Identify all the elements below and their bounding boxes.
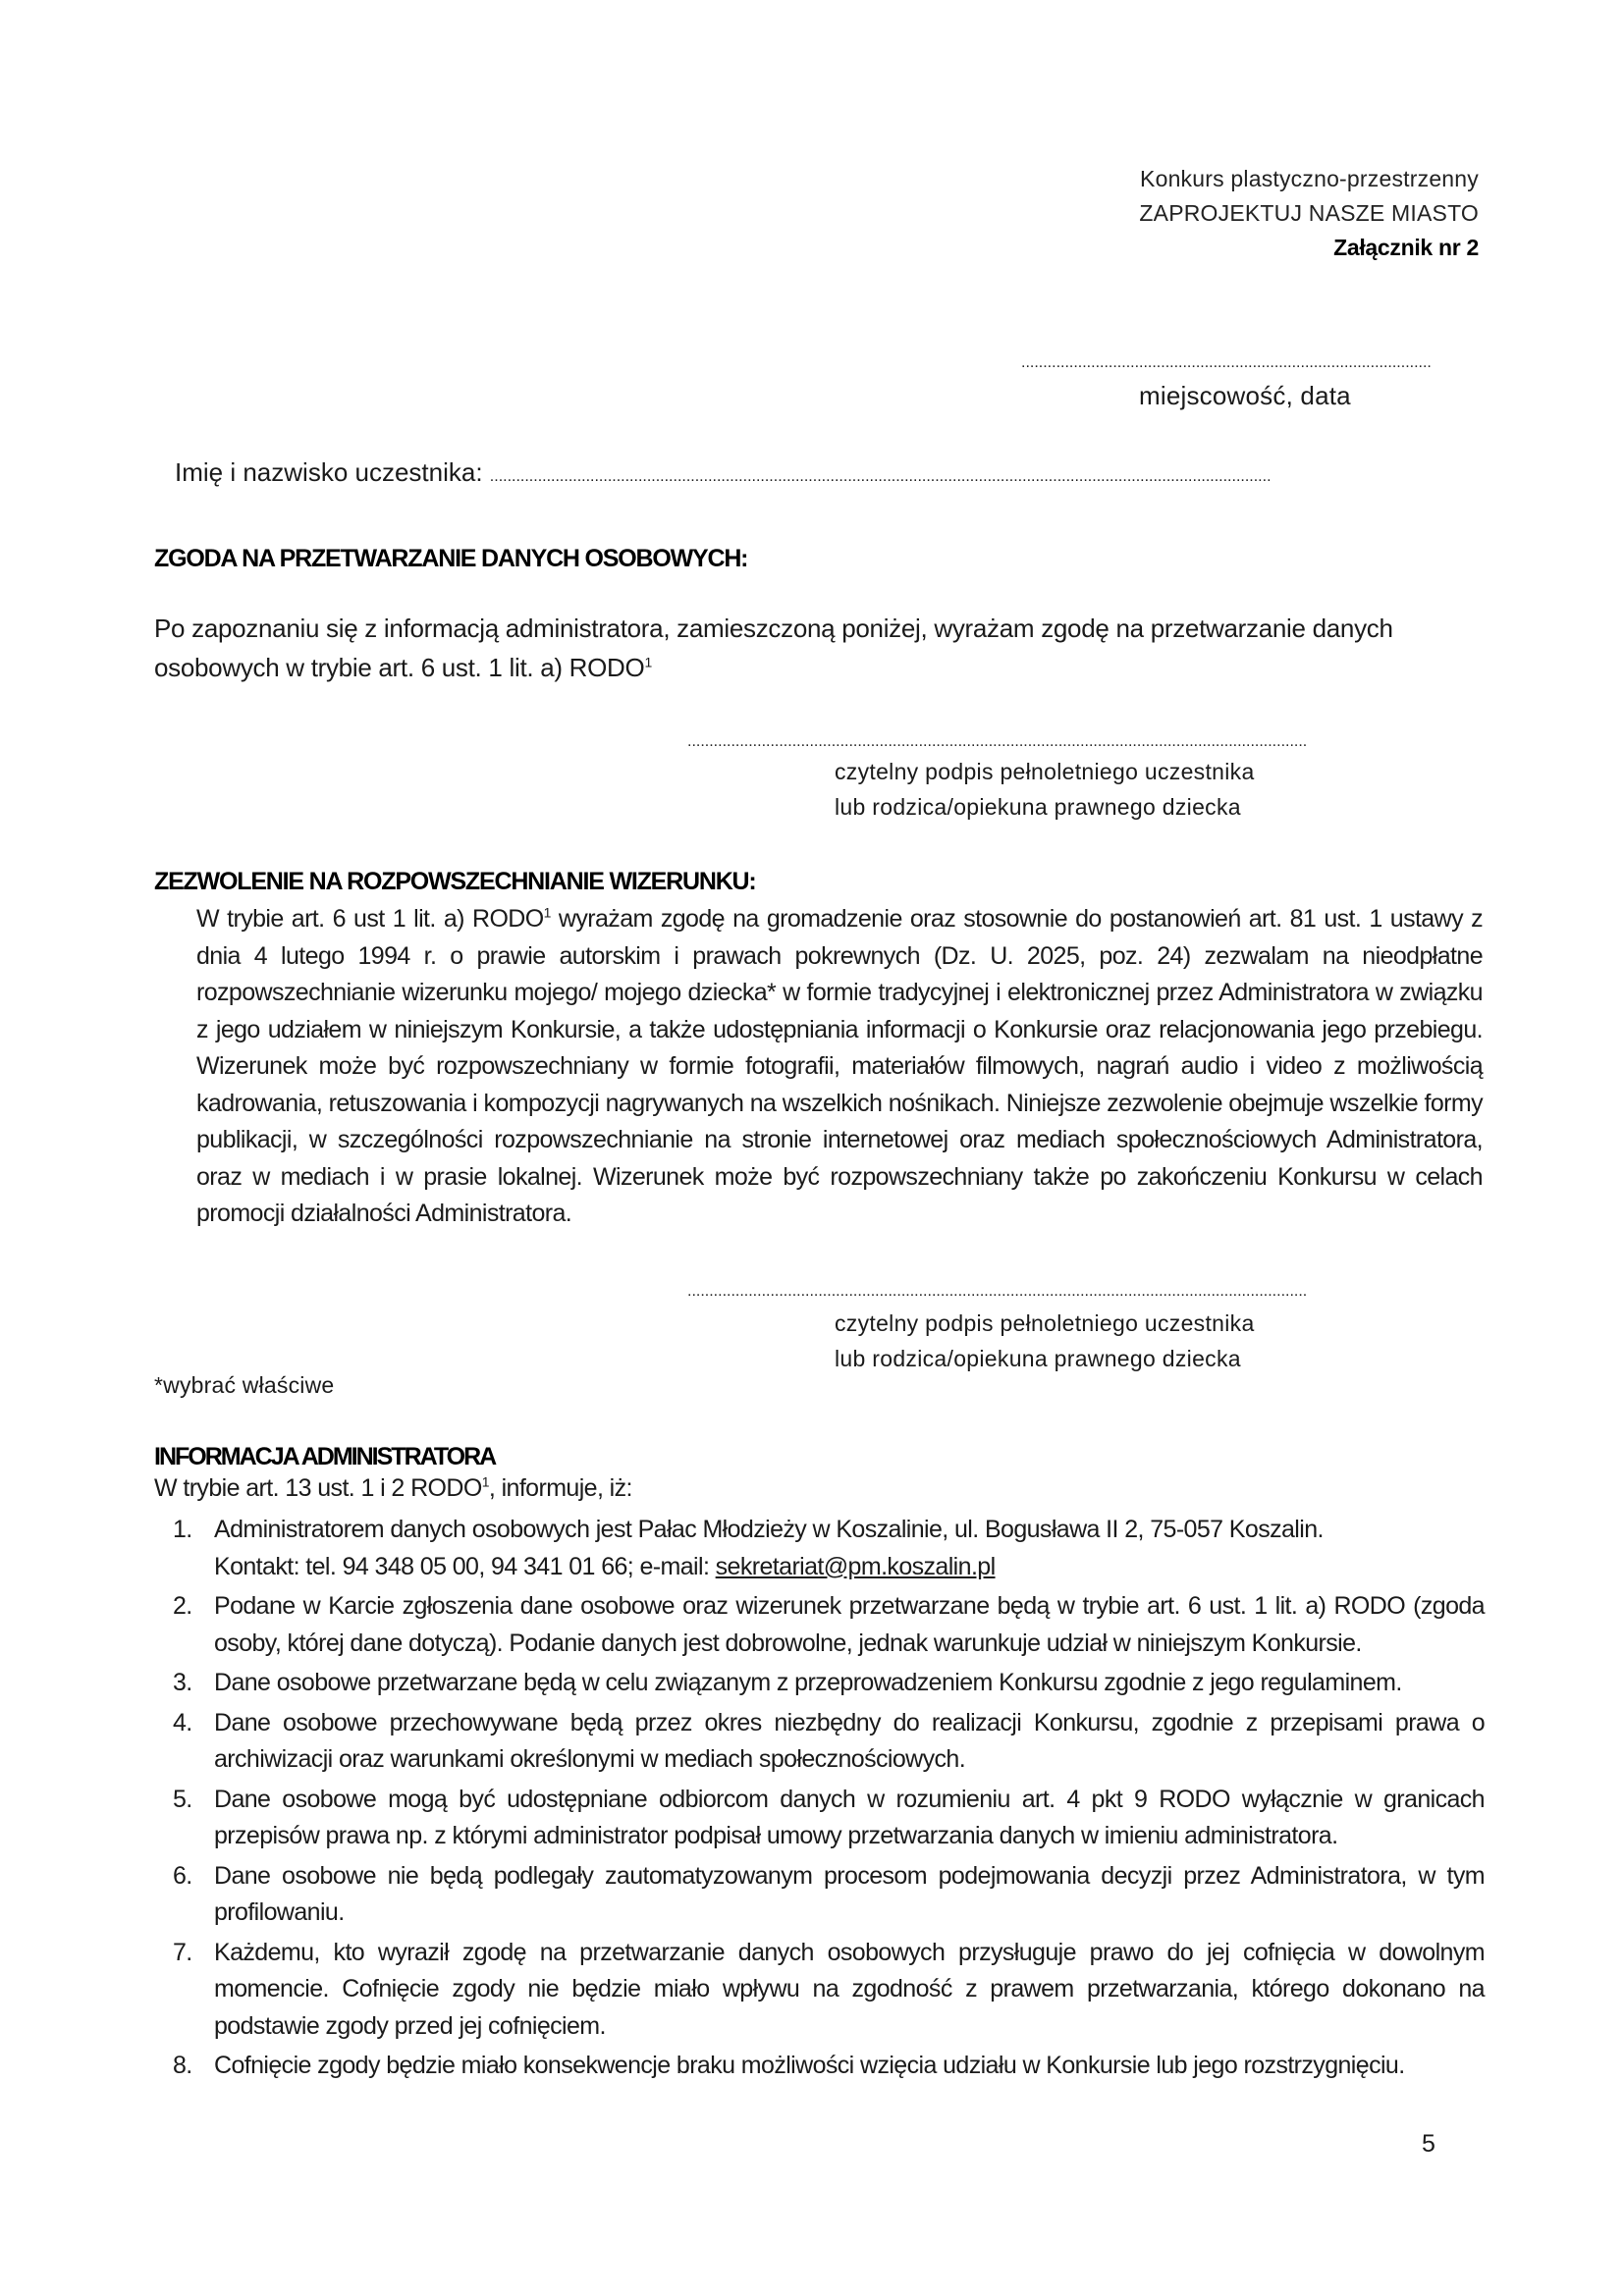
- list-item: 7. Każdemu, kto wyraził zgodę na przetwarzanie danych osobowych przysługuje prawo do jej cofnięcia w dowolnym momencie. Cofnięcie zgody nie będzie miało wpływu na zgodność z prawem przetwarzania, którego dokonano na podstawie zgody przed jej cofnięciem.: [173, 1938, 1485, 2040]
- list-item: 8. Cofnięcie zgody będzie miało konsekwencje braku możliwości wzięcia udziału w Konkursie lub jego rozstrzygnięciu.: [173, 2052, 1405, 2079]
- footnote-ref: 1: [543, 904, 551, 921]
- page-number: 5: [1422, 2130, 1435, 2158]
- list-item: 5. Dane osobowe mogą być udostępniane odbiorcom danych w rozumieniu art. 4 pkt 9 RODO wyłącznie w granicach przepisów prawa np. z którymi administrator podpisał umowy przetwarzania danych w imieniu administratora.: [173, 1785, 1485, 1849]
- attachment-label: Załącznik nr 2: [1333, 235, 1479, 260]
- image-signature-label: czytelny podpis pełnoletniego uczestnika lub rodzica/opiekuna prawnego dziecka: [835, 1310, 1255, 1371]
- admin-info-heading: INFORMACJA ADMINISTRATORA: [154, 1443, 496, 1470]
- list-item: 3. Dane osobowe przetwarzane będą w celu związanym z przeprowadzeniem Konkursu zgodnie z jego regulaminem.: [173, 1669, 1402, 1696]
- list-item: 4. Dane osobowe przechowywane będą przez okres niezbędny do realizacji Konkursu, zgodnie z przepisami prawa o archiwizacji oraz warunkami określonymi w mediach społecznościowych.: [173, 1708, 1485, 1773]
- participant-name-row: [175, 457, 1272, 488]
- consent-signature-field[interactable]: ..............................................................................................................................................: [687, 734, 1308, 750]
- email-link[interactable]: sekretariat@pm.koszalin.pl: [715, 1552, 996, 1580]
- list-item: 6. Dane osobowe nie będą podlegały zautomatyzowanym procesom podejmowania decyzji przez Administratora, w tym profilowaniu.: [173, 1861, 1485, 1926]
- footnote-ref: 1: [481, 1473, 489, 1490]
- footnote-ref: 1: [644, 654, 652, 670]
- participant-name-label: Imię i nazwisko uczestnika:: [175, 457, 490, 487]
- contest-type: Konkurs plastyczno-przestrzenny: [1140, 166, 1479, 191]
- place-date-label: miejscowość, data: [1139, 381, 1351, 410]
- image-permission-heading: ZEZWOLENIE NA ROZPOWSZECHNIANIE WIZERUNKU:: [154, 868, 756, 895]
- consent-signature-label: czytelny podpis pełnoletniego uczestnika lub rodzica/opiekuna prawnego dziecka: [835, 759, 1255, 820]
- image-permission-text: W trybie art. 6 ust 1 lit. a) RODO$^1$ wyrażam zgodę na gromadzenie oraz stosownie do postanowień art. 81 ust. 1 ustawy z dnia 4 lutego 1994 r. o prawie autorskim i prawach pokrewnych (Dz. U. 2025, poz. 24) zezwalam na nieodpłatne rozpowszechnianie wizerunku mojego/ mojego dziecka* w formie tradycyjnej i elektronicznej przez Administratora w związku z jego udziałem w niniejszym Konkursie, a także udostępniania informacji o Konkursie oraz relacjonowania jego przebiegu. Wizerunek może być rozpowszechniany w formie fotografii, materiałów filmowych, nagrań audio i video z możliwością kadrowania, retuszowania i kompozycji nagrywanych na wszelkich nośnikach. Niniejsze zezwolenie obejmuje wszelkie formy publikacji, w szczególności rozpowszechnianie na stronie internetowej oraz mediach społecznościowych Administratora, oraz w mediach i w prasie lokalnej. Wizerunek może być rozpowszechniany także po zakończeniu Konkursu w celach promocji działalności Administratora.: [196, 904, 1483, 1227]
- document-header: [1139, 162, 1479, 265]
- image-signature-field[interactable]: ..............................................................................................................................................: [687, 1284, 1308, 1300]
- admin-info-list: [169, 1512, 1485, 2088]
- participant-name-field[interactable]: ...................................................................................................................................................................................: [489, 468, 1272, 485]
- consent-heading: ZGODA NA PRZETWARZANIE DANYCH OSOBOWYCH:: [154, 545, 748, 572]
- place-date-field[interactable]: ..............................................................................................: [1021, 355, 1432, 371]
- choose-note: *wybrać właściwe: [154, 1372, 335, 1398]
- admin-info-intro: W trybie art. 13 ust. 1 i 2 RODO$^1$, informuje, iż:: [154, 1473, 632, 1502]
- list-item: 1. Administratorem danych osobowych jest Pałac Młodzieży w Koszalinie, ul. Bogusława II 2, 75-057 Koszalin. Kontakt: tel. 94 348 05 00, 94 341 01 66; e-mail: sekretariat@pm.koszalin.pl: [173, 1516, 1324, 1580]
- contest-title: ZAPROJEKTUJ NASZE MIASTO: [1139, 200, 1479, 226]
- list-item: 2. Podane w Karcie zgłoszenia dane osobowe oraz wizerunek przetwarzane będą w trybie art. 6 ust. 1 lit. a) RODO (zgoda osoby, której dane dotyczą). Podanie danych jest dobrowolne, jednak warunkuje udział w niniejszym Konkursie.: [173, 1592, 1485, 1657]
- consent-text: Po zapoznaniu się z informacją administratora, zamieszczoną poniżej, wyrażam zgodę na przetwarzanie danych osobowych w trybie art. 6 ust. 1 lit. a) RODO$^1$: [154, 614, 1393, 682]
